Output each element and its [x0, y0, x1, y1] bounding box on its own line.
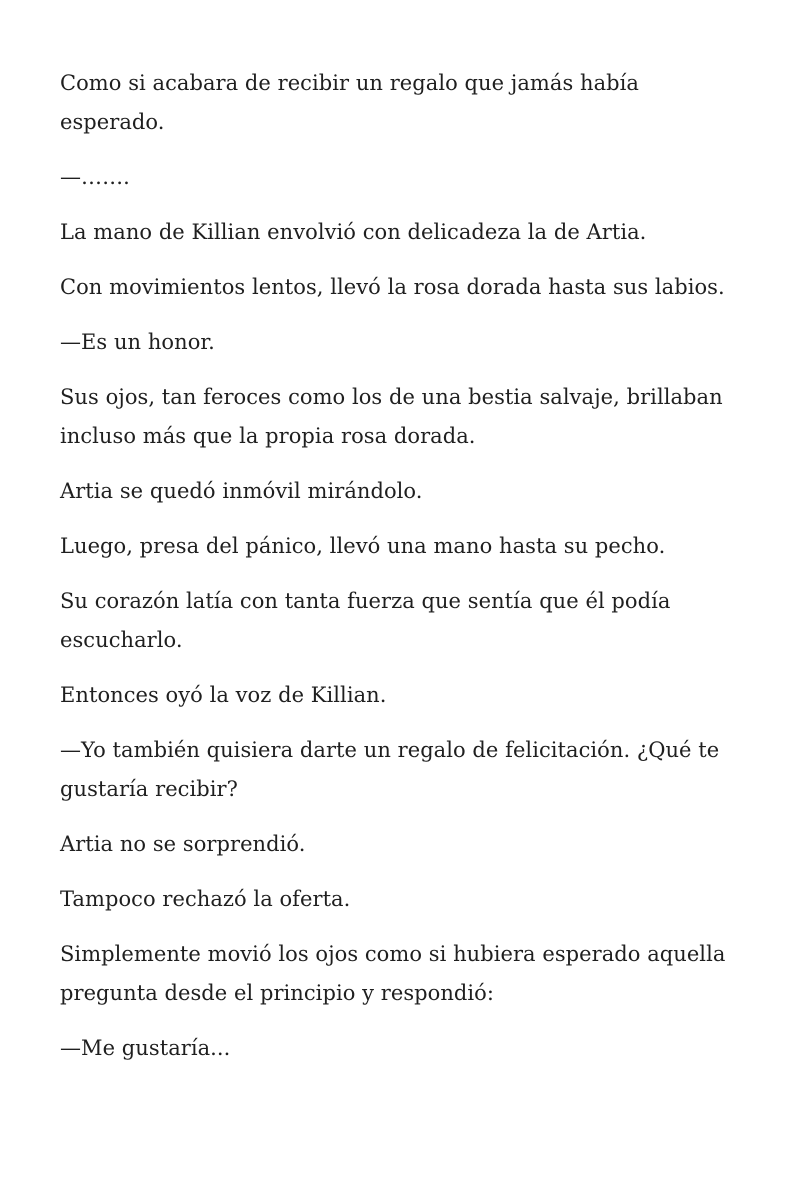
paragraph: Luego, presa del pánico, llevó una mano hasta su pecho. [60, 534, 666, 558]
paragraph: Sus ojos, tan feroces como los de una bestia salvaje, brillaban incluso más que la propia rosa dorada. [60, 385, 723, 448]
paragraph: Artia no se sorprendió. [60, 832, 306, 856]
paragraph: Como si acabara de recibir un regalo que jamás había esperado. [60, 71, 639, 134]
paragraph: Con movimientos lentos, llevó la rosa dorada hasta sus labios. [60, 275, 725, 299]
paragraph: La mano de Killian envolvió con delicadeza la de Artia. [60, 220, 647, 244]
paragraph: —Es un honor. [60, 330, 215, 354]
paragraph: —Yo también quisiera darte un regalo de felicitación. ¿Qué te gustaría recibir? [60, 738, 720, 801]
paragraph: Tampoco rechazó la oferta. [60, 887, 351, 911]
paragraph: —……. [60, 165, 130, 189]
paragraph: Su corazón latía con tanta fuerza que sentía que él podía escucharlo. [60, 589, 671, 652]
paragraph: —Me gustaría... [60, 1036, 231, 1060]
paragraph: Entonces oyó la voz de Killian. [60, 683, 387, 707]
paragraph: Artia se quedó inmóvil mirándolo. [60, 479, 423, 503]
document-body [60, 64, 740, 1084]
paragraph: Simplemente movió los ojos como si hubiera esperado aquella pregunta desde el principio y respondió: [60, 942, 726, 1005]
